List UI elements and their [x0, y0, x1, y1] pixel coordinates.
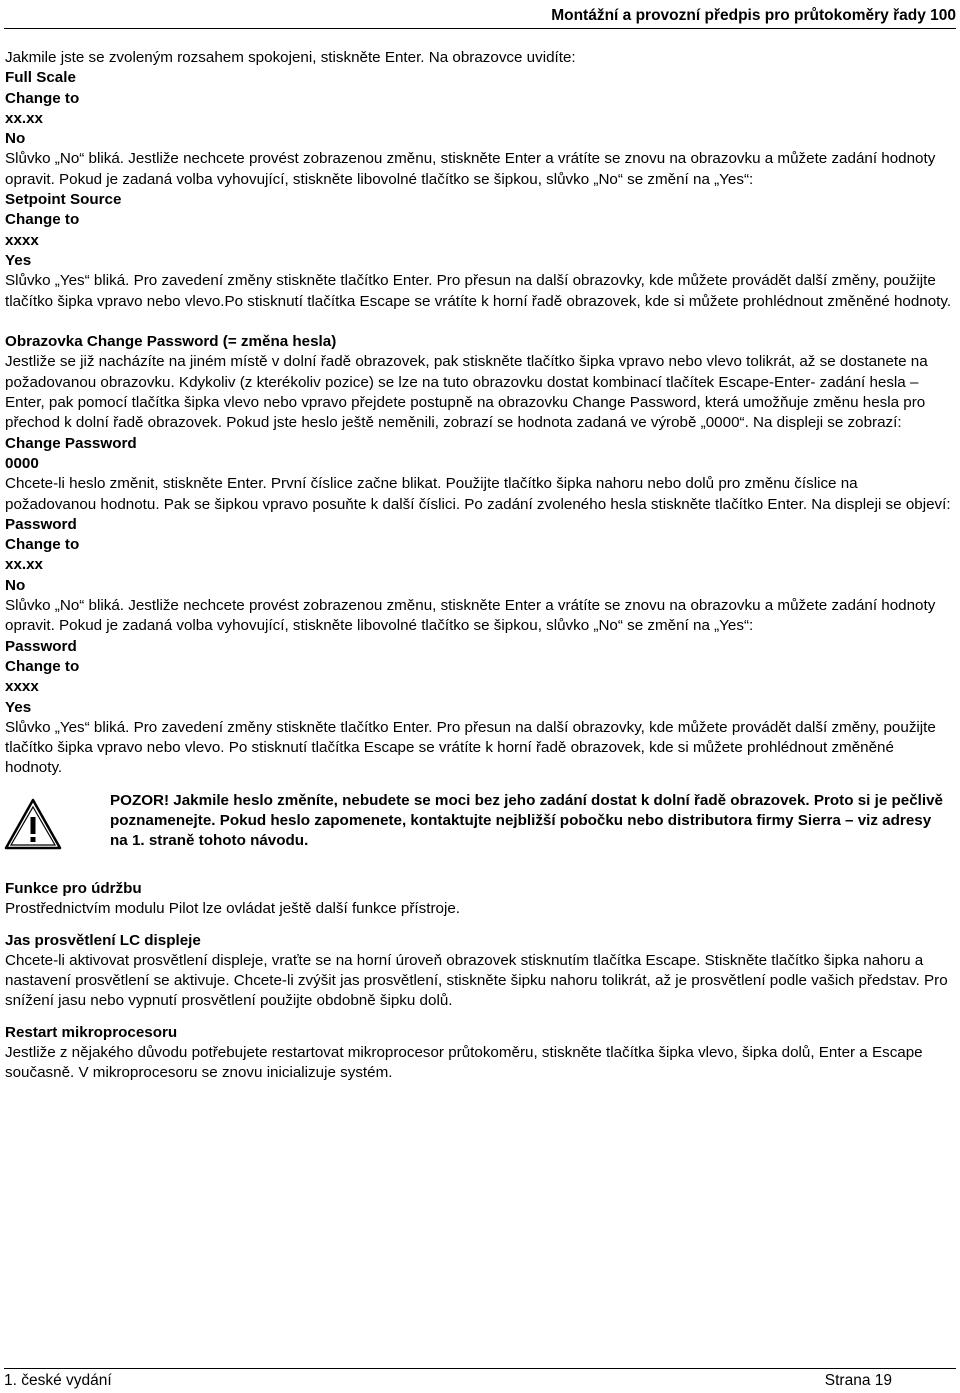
paragraph: Jestliže se již nacházíte na jiném místě v dolní řadě obrazovek, pak stiskněte tlačítko šipka vpravo nebo vlevo tolikrát, až se dostanete na požadovanou obrazovku. Kdykoliv (z kterékoliv pozice) se lze na tuto obrazovku dostat kombinací tlačítek Escape-Enter- zadání hesla – Enter, pak pomocí tlačítka šipka vlevo nebo vpravo přejdete postupně na obrazovku Change Password, která umožňuje změnu hesla pro přechod k dolní řadě obrazovek. Pokud jste heslo ještě neměnili, zobrazí se hodnota zadaná ve výrobě „0000“. Na displeji se zobrazí:: [5, 353, 928, 432]
display-line: Setpoint Source: [5, 191, 122, 209]
display-line: Change to: [5, 536, 80, 554]
display-line: Change to: [5, 89, 80, 107]
section-heading-restart: Restart mikroprocesoru: [5, 1023, 178, 1041]
display-line: Full Scale: [5, 69, 76, 87]
page-number: Strana 19: [824, 1372, 892, 1389]
spacer: [5, 1012, 952, 1023]
section-heading-backlight: Jas prosvětlení LC displeje: [5, 931, 201, 949]
edition-label: 1. české vydání: [4, 1372, 112, 1389]
paragraph: Chcete-li heslo změnit, stiskněte Enter. První číslice začne blikat. Použijte tlačítko šipka nahoru nebo dolů pro změnu číslice na požadovanou hodnotu. Pak se šipkou vpravo posuňte k další číslici. Po zadání zvoleného hesla stiskněte tlačítko Enter. Na displeji se objeví:: [5, 475, 951, 513]
display-line: xx.xx: [5, 556, 44, 574]
warning-box: [5, 791, 952, 859]
paragraph: Slůvko „No“ bliká. Jestliže nechcete provést zobrazenou změnu, stiskněte Enter a vrátíte se znovu na obrazovku a můžete zadání hodnoty opravit. Pokud je zadaná volba vyhovující, stiskněte libovolné tlačítko se šipkou, slůvko „No“ se změní na „Yes“:: [5, 150, 936, 188]
display-line: No: [5, 576, 26, 594]
display-line: 0000: [5, 454, 39, 472]
display-line: Yes: [5, 698, 32, 716]
display-line: Change to: [5, 657, 80, 675]
page-content: [5, 48, 952, 1084]
paragraph: Slůvko „Yes“ bliká. Pro zavedení změny stiskněte tlačítko Enter. Pro přesun na další obrazovky, kde můžete provádět další změny, použijte tlačítko šipka vpravo nebo vlevo. Po stisknutí tlačítka Escape se vrátíte k horní řadě obrazovek, kde si můžete prohlédnout změněné hodnoty.: [5, 718, 936, 777]
page-header: [4, 6, 956, 29]
paragraph: Slůvko „Yes“ bliká. Pro zavedení změny stiskněte tlačítko Enter. Pro přesun na další obrazovky, kde můžete provádět další změny, použijte tlačítko šipka vpravo nebo vlevo.Po stisknutí tlačítka Escape se vrátíte k horní řadě obrazovek, kde si můžete prohlédnout změněné hodnoty.: [5, 272, 952, 310]
spacer: [5, 312, 952, 332]
display-line: Change Password: [5, 434, 137, 452]
display-line: No: [5, 130, 26, 148]
header-title: Montážní a provozní předpis pro průtokoměry řady 100: [551, 7, 956, 24]
display-line: xx.xx: [5, 109, 44, 127]
warning-text: POZOR! Jakmile heslo změníte, nebudete se moci bez jeho zadání dostat k dolní řadě obrazovek. Proto si je pečlivě poznamenejte. Pokud heslo zapomenete, kontaktujte nejbližší pobočku nebo distributora firmy Sierra – viz adresy na 1. straně tohoto návodu.: [110, 791, 944, 850]
display-line: Yes: [5, 251, 32, 269]
display-line: xxxx: [5, 231, 39, 249]
section-heading-change-password: Obrazovka Change Password (= změna hesla): [5, 333, 337, 351]
section-heading-maintenance: Funkce pro údržbu: [5, 879, 142, 897]
page-footer: [4, 1368, 956, 1391]
spacer: [5, 920, 952, 931]
display-line: xxxx: [5, 678, 39, 696]
spacer: [5, 859, 952, 879]
paragraph: Slůvko „No“ bliká. Jestliže nechcete provést zobrazenou změnu, stiskněte Enter a vrátíte se znovu na obrazovku a můžete zadání hodnoty opravit. Pokud je zadaná volba vyhovující, stiskněte libovolné tlačítko se šipkou, slůvko „No“ se změní na „Yes“:: [5, 597, 936, 635]
display-line: Password: [5, 515, 77, 533]
paragraph: Prostřednictvím modulu Pilot lze ovládat ještě další funkce přístroje.: [5, 900, 460, 918]
display-line: Change to: [5, 211, 80, 229]
intro-paragraph: Jakmile jste se zvoleným rozsahem spokojeni, stiskněte Enter. Na obrazovce uvidíte:: [5, 49, 576, 66]
warning-triangle-icon: [3, 797, 63, 851]
paragraph: Jestliže z nějakého důvodu potřebujete restartovat mikroprocesor průtokoměru, stiskněte tlačítka šipka vlevo, šipka dolů, Enter a Escape současně. V mikroprocesoru se znovu inicializuje systém.: [5, 1044, 923, 1082]
display-line: Password: [5, 637, 77, 655]
paragraph: Chcete-li aktivovat prosvětlení displeje, vraťte se na horní úroveň obrazovek stisknutím tlačítka Escape. Stiskněte tlačítko šipka nahoru a nastavení prosvětlení se aktivuje. Chcete-li zvýšit jas prosvětlení, stiskněte šipku nahoru tolikrát, až je prosvětlení podle vašich představ. Pro snížení jasu nebo vypnutí prosvětlení použijte obdobně šipku dolů.: [5, 951, 948, 1010]
